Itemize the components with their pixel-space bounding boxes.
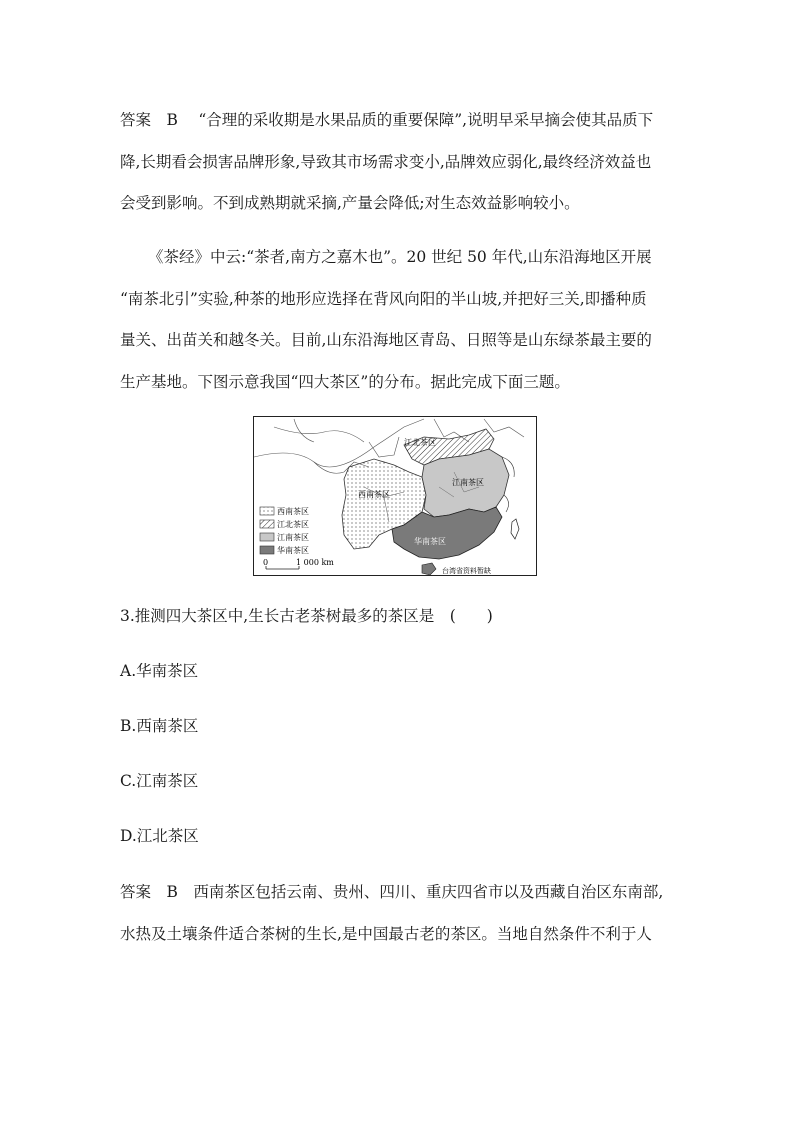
answer-2-line-1: 答案 B 西南茶区包括云南、贵州、四川、重庆四省市以及西藏自治区东南部, bbox=[120, 883, 664, 901]
intro-line-3: 量关、出苗关和越冬关。目前,山东沿海地区青岛、日照等是山东绿茶最主要的 bbox=[120, 331, 652, 349]
intro-line-4: 生产基地。下图示意我国“四大茶区”的分布。据此完成下面三题。 bbox=[120, 373, 570, 391]
question-stem: 3.推测四大茶区中,生长古老茶树最多的茶区是 ( ) bbox=[120, 607, 493, 625]
legend-jiangbei: 江北茶区 bbox=[277, 520, 309, 529]
answer-2-line-2: 水热及土壤条件适合茶树的生长,是中国最古老的茶区。当地自然条件不利于人 bbox=[120, 925, 652, 943]
hainan-island bbox=[422, 563, 436, 575]
map-legend bbox=[260, 506, 309, 555]
option-a[interactable]: A.华南茶区 bbox=[120, 662, 199, 680]
taiwan-island bbox=[511, 519, 519, 539]
option-d[interactable]: D.江北茶区 bbox=[120, 827, 199, 845]
legend-jiangnan: 江南茶区 bbox=[277, 533, 309, 542]
tea-regions-map bbox=[253, 416, 537, 576]
label-jiangnan: 江南茶区 bbox=[452, 478, 484, 487]
label-huanan: 华南茶区 bbox=[414, 537, 446, 546]
scale-label: 1 000 km bbox=[296, 558, 334, 567]
intro-line-1: 《茶经》中云:“茶者,南方之嘉木也”。20 世纪 50 年代,山东沿海地区开展 bbox=[148, 248, 652, 266]
taiwan-note: 台湾省资料暂缺 bbox=[442, 567, 491, 575]
scale-bar bbox=[263, 558, 334, 569]
label-xinan: 西南茶区 bbox=[358, 490, 390, 499]
answer-1-line-1: 答案 B “合理的采收期是水果品质的重要保障”,说明早采早摘会使其品质下 bbox=[120, 111, 654, 129]
option-b[interactable]: B.西南茶区 bbox=[120, 717, 199, 735]
answer-1-line-2: 降,长期看会损害品牌形象,导致其市场需求变小,品牌效应弱化,最终经济效益也 bbox=[120, 153, 652, 171]
legend-huanan: 华南茶区 bbox=[277, 546, 309, 555]
legend-xinan: 西南茶区 bbox=[277, 507, 309, 516]
option-c[interactable]: C.江南茶区 bbox=[120, 772, 199, 790]
label-jiangbei: 江北茶区 bbox=[404, 438, 436, 447]
scale-zero: 0 bbox=[263, 558, 269, 567]
intro-line-2: “南茶北引”实验,种茶的地形应选择在背风向阳的半山坡,并把好三关,即播种质 bbox=[120, 290, 647, 308]
answer-1-line-3: 会受到影响。不到成熟期就采摘,产量会降低;对生态效益影响较小。 bbox=[120, 194, 580, 212]
